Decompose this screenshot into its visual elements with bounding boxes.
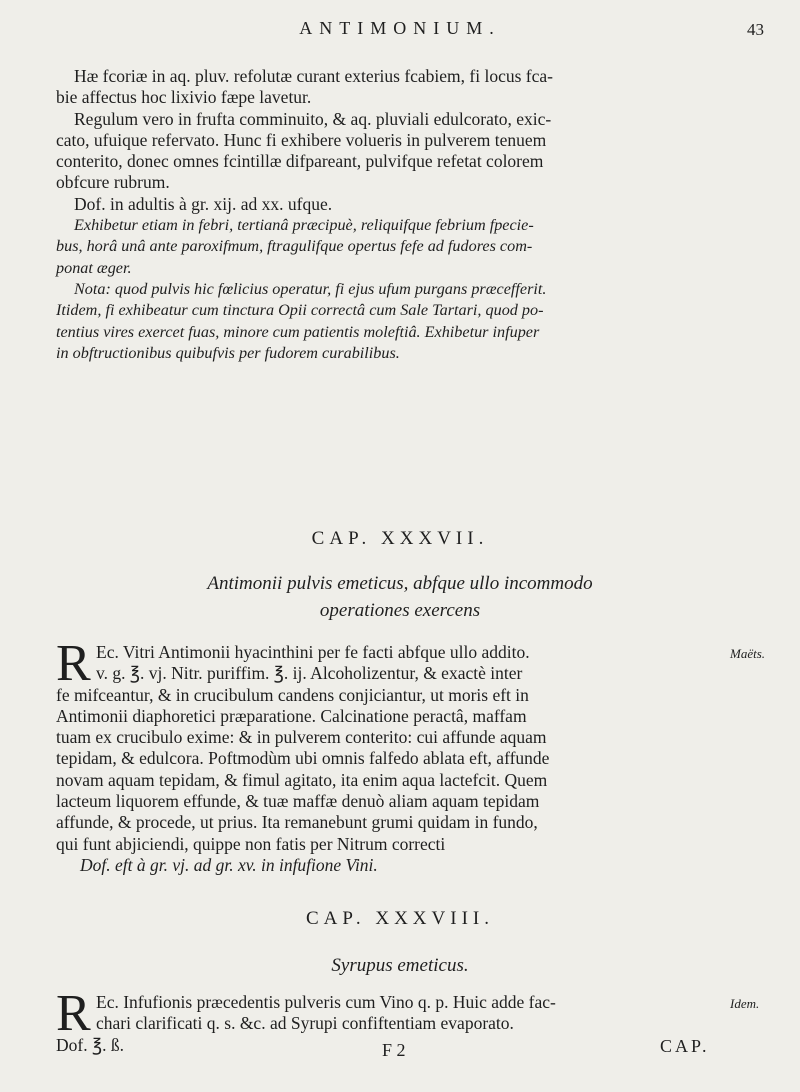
text-line: Hæ fcoriæ in aq. pluv. refolutæ curant exterius fcabiem, fi locus fca-	[74, 66, 553, 86]
text-line: Regulum vero in frufta comminuito, & aq. pluviali edulcorato, exic-	[74, 108, 552, 129]
drop-cap: R	[56, 985, 91, 1042]
nota-line: Nota: quod pulvis hic fœlicius operatur, fi ejus ufum purgans præcefferit.	[74, 279, 547, 298]
text-line: novam aquam tepidam, & fimul agitato, ita enim aqua lactefcit. Quem	[56, 769, 548, 790]
text-line: tepidam, & edulcora. Poftmodùm ubi omnis falfedo ablata eft, affunde	[56, 748, 550, 769]
chapter-37-body	[56, 642, 720, 876]
nota-line: tentius vires exercet fuas, minore cum patientis moleftiâ. Exhibetur infuper	[56, 322, 540, 341]
text-line: qui funt abjiciendi, quippe non fatis per Nitrum correcti	[56, 833, 446, 854]
text-line: Ec. Vitri Antimonii hyacinthini per fe facti abfque ullo addito.	[96, 642, 530, 662]
chapter-heading-37: CAP. XXXVII.	[311, 528, 489, 549]
text-line: obfcure rubrum.	[56, 172, 170, 193]
page-header	[0, 18, 800, 48]
chapter-heading-38: CAP. XXXVIII.	[306, 908, 494, 929]
text-line: Ec. Infufionis præcedentis pulveris cum Vino q. p. Huic adde fac-	[96, 992, 556, 1012]
text-line: v. g. ℥. vj. Nitr. puriffim. ℥. ij. Alcoholizentur, & exactè inter	[96, 663, 523, 684]
running-head: ANTIMONIUM.	[299, 18, 501, 38]
signature-mark: F 2	[382, 1040, 406, 1060]
nota-line: in obftructionibus quibufvis per fudorem curabilibus.	[56, 343, 400, 362]
subtitle-line: operationes exercens	[319, 600, 481, 621]
dose-line: Dof. eft à gr. vj. ad gr. xv. in infufione Vini.	[80, 854, 378, 875]
page-number: 43	[747, 20, 764, 39]
catchword: CAP.	[660, 1036, 710, 1056]
chapter-subtitle-38: Syrupus emeticus.	[331, 955, 469, 976]
dose-line: Dof. ℥. ß.	[56, 1034, 124, 1055]
text-line: bie affectus hoc lixivio fæpe lavetur.	[56, 87, 312, 108]
text-line: fe mifceantur, & in crucibulum candens conjiciantur, ut moris eft in	[56, 684, 529, 705]
text-line: chari clarificati q. s. &c. ad Syrupi confiftentiam evaporato.	[96, 1013, 514, 1034]
drop-cap: R	[56, 635, 91, 692]
text-line: conterito, donec omnes fcintillæ difpareant, pulvifque refetat colorem	[56, 151, 544, 172]
chapter-subtitle-37	[0, 570, 800, 624]
dose-line: Dof. in adultis à gr. xij. ad xx. ufque.	[74, 193, 333, 214]
italic-line: ponat æger.	[56, 258, 132, 277]
text-line: tuam ex crucibulo exime: & in pulverem conterito: cui affunde aquam	[56, 727, 547, 748]
subtitle-line: Antimonii pulvis emeticus, abfque ullo incommodo	[207, 573, 593, 594]
italic-line: Exhibetur etiam in febri, tertianâ præcipuè, reliquifque febrium fpecie-	[74, 216, 534, 235]
italic-line: bus, horâ unâ ante paroxifmum, ftragulifque opertus fefe ad fudores com-	[56, 237, 533, 256]
margin-note: Maëts.	[730, 646, 766, 661]
intro-paragraph	[56, 66, 720, 364]
margin-note: Idem.	[730, 996, 760, 1011]
text-line: Antimonii diaphoretici præparatione. Calcinatione peractâ, maffam	[56, 705, 527, 726]
text-line: lacteum liquorem effunde, & tuæ maffæ denuò aliam aquam tepidam	[56, 791, 540, 812]
text-line: affunde, & procede, ut prius. Ita remanebunt grumi quidam in fundo,	[56, 812, 538, 833]
nota-line: Itidem, fi exhibeatur cum tinctura Opii correctâ cum Sale Tartari, quod po-	[56, 301, 544, 320]
text-line: cato, ufuique refervato. Hunc fi exhibere volueris in pulverem tenuem	[56, 129, 547, 150]
